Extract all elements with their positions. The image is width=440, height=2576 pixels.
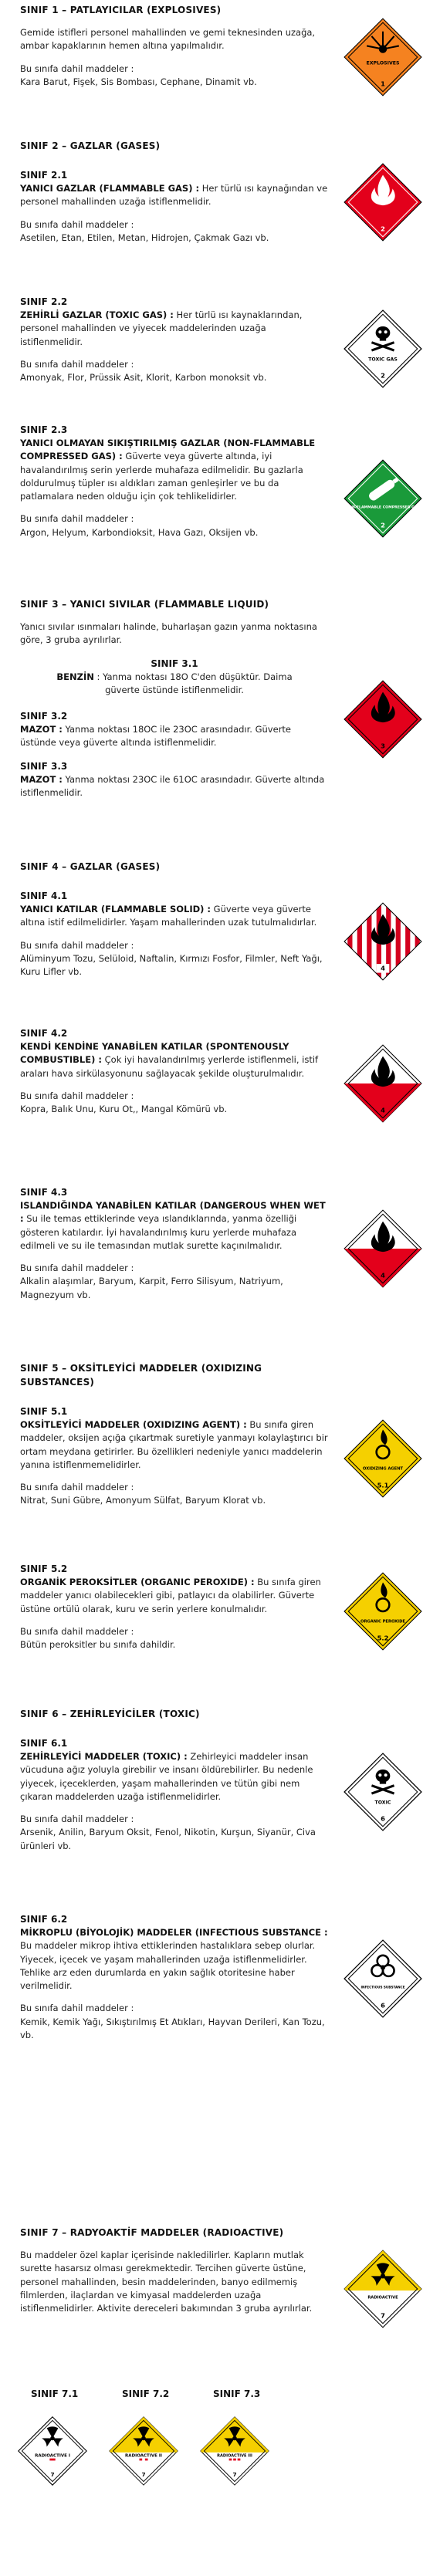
class2-3-includes: Argon, Helyum, Karbondioksit, Hava Gazı, Oksijen vb. — [20, 526, 259, 538]
flammable-liquid-diamond — [343, 679, 423, 759]
toxic-gas-number: 2 — [381, 371, 385, 380]
class1-section — [20, 3, 329, 89]
class3-1-title: SINIF 3.1 — [151, 658, 198, 669]
class3-2-name: MAZOT : — [20, 724, 63, 735]
class6-1-title: SINIF 6.1 — [20, 1738, 68, 1749]
class2-2-section — [20, 295, 329, 384]
class2-2-title: SINIF 2.2 — [20, 296, 68, 307]
class4-2-desc: Çok iyi havalandırılmış yerlerde istiflenmeli, istif araları hava sirkülasyonunu sağlayacak şekilde oluşturulmalıdır. — [20, 1054, 319, 1079]
radioactive-number: 7 — [381, 2311, 385, 2320]
radioactive-3-number: 7 — [232, 2471, 237, 2479]
class5-2-includes-label: Bu sınıfa dahil maddeler : — [20, 1625, 134, 1637]
spontaneous-combustible-diamond — [343, 1043, 423, 1124]
class3-1-name: BENZİN — [56, 671, 94, 682]
class3-2-desc: Yanma noktası 18OC ile 23OC arasındadır. Güverte üstünde veya güverte altında istiflenmelidir. — [20, 724, 292, 749]
oxidizing-agent-label: OXIDIZING AGENT — [362, 1466, 404, 1472]
class6-1-section — [20, 1736, 329, 1853]
class2-2-name: ZEHİRLİ GAZLAR (TOXIC GAS) : — [20, 309, 174, 320]
class5-2-section — [20, 1562, 329, 1651]
class6-2-includes: Kemik, Kemik Yağı, Sıkıştırılmış Et Atıkları, Hayvan Derileri, Kan Tozu, vb. — [20, 2016, 325, 2040]
class4-1-includes-label: Bu sınıfa dahil maddeler : — [20, 939, 134, 951]
class6-2-desc: Bu maddeler mikrop ihtiva ettiklerinden hastalıklara sebep olurlar. Yiyecek, içecek ve yaşam mahallerinden uzağa istiflenmelidirler. Tehlike arz eden durumlarda en yakın sağlık otoritesine haber verilmelidir. — [20, 1940, 316, 1991]
class2-1-name: YANICI GAZLAR (FLAMMABLE GAS) : — [20, 183, 200, 194]
toxic-diamond — [343, 1752, 423, 1832]
class6-1-desc: Zehirleyici maddeler insan vücuduna ağız yoluyla girebilir ve insanı öldürebilirler. Bu nedenle yiyecek, içeceklerden, yaşam mahallerinden ve tütün gibi nem çıkaran maddelerden uzağa istiflenmelidirler. — [20, 1751, 313, 1802]
class4-3-includes: Alkalin alaşımlar, Baryum, Karpit, Ferro Silisyum, Natriyum, Magnezyum vb. — [20, 1276, 283, 1300]
class2-heading: SINIF 2 – GAZLAR (GASES) — [20, 140, 161, 151]
class6-2-title: SINIF 6.2 — [20, 1914, 68, 1925]
oxidizing-agent-number: 5.1 — [377, 1481, 389, 1489]
toxic-gas-label: TOXIC GAS — [368, 357, 398, 363]
class4-2-section — [20, 1026, 329, 1116]
class2-2-includes: Amonyak, Flor, Prüssik Asit, Klorit, Karbon monoksit vb. — [20, 372, 267, 383]
radioactive-1-number: 7 — [50, 2471, 55, 2479]
class2-3-desc: Güverte veya güverte altında, iyi havalandırılmış serin yerlerde muhafaza edilmelidir. Bu gazlarla doldurulmuş tüpler ısı aldıkları zaman genleşirler ve bu da patlamalara neden olduğu için çok tehlikelidirler. — [20, 451, 303, 502]
class4-2-includes: Kopra, Balık Unu, Kuru Ot,, Mangal Kömürü vb. — [20, 1104, 228, 1114]
class5-1-name: OKSİTLEYİCİ MADDELER (OXIDIZING AGENT) : — [20, 1419, 247, 1430]
class6-heading: SINIF 6 – ZEHİRLEYİCİLER (TOXIC) — [20, 1709, 200, 1719]
radioactive-3-label: RADIOACTIVE III — [217, 2453, 252, 2459]
class2-1-desc: Her türlü ısı kaynağından ve personel mahallinden uzağa istiflenmelidir. — [20, 183, 328, 208]
class3-3-name: MAZOT : — [20, 773, 63, 785]
class4-3-includes-label: Bu sınıfa dahil maddeler : — [20, 1263, 134, 1273]
flammable-gas-diamond — [343, 162, 423, 242]
class6-1-includes: Arsenik, Anilin, Baryum Oksit, Fenol, Nikotin, Kurşun, Siyanür, Civa ürünleri vb. — [20, 1827, 316, 1851]
radioactive-diamond — [343, 2249, 423, 2329]
class5-1-includes-label: Bu sınıfa dahil maddeler : — [20, 1482, 134, 1493]
class5-1-includes: Nitrat, Suni Gübre, Amonyum Sülfat, Baryum Klorat vb. — [20, 1495, 266, 1506]
class3-section — [20, 597, 329, 809]
class5-1-section — [20, 1405, 329, 1508]
radioactive-1-label: RADIOACTIVE I — [35, 2453, 70, 2459]
radioactive-label: RADIOACTIVE — [367, 2295, 398, 2300]
class1-includes: Kara Barut, Fişek, Sis Bombası, Cephane, Dinamit vb. — [20, 76, 257, 87]
class5-2-desc: Bu sınıfa giren maddeler yanıcı olabilecekleri gibi, patlayıcı da olabilirler. Güverte üstüne ortülü olarak, kuru ve serin yerlere konulmalıdır. — [20, 1577, 321, 1614]
class3-3-title: SINIF 3.3 — [20, 760, 68, 772]
class2-1-section — [20, 168, 329, 245]
class5-2-title: SINIF 5.2 — [20, 1564, 68, 1574]
class6-heading-block — [20, 1707, 329, 1721]
class2-3-title: SINIF 2.3 — [20, 424, 68, 435]
flammable-solid-number: 4 — [381, 964, 385, 972]
infectious-number: 6 — [381, 2001, 385, 2010]
compressed-gas-label: NON-FLAMMABLE COMPRESSED GAS — [346, 505, 420, 510]
explosives-diamond — [343, 17, 423, 97]
class3-intro: Yanıcı sıvılar ısınmaları halinde, buharlaşan gazın yanma noktasına göre, 3 gruba ayrılırlar. — [20, 621, 317, 646]
class6-2-name: MİKROPLU (BİYOLOJİK) MADDELER (INFECTIOUS SUBSTANCE : — [20, 1927, 328, 1938]
class3-heading: SINIF 3 – YANICI SIVILAR (FLAMMABLE LIQUID) — [20, 599, 269, 610]
class4-2-includes-label: Bu sınıfa dahil maddeler : — [20, 1090, 134, 1101]
class6-1-name: ZEHİRLEYİCİ MADDELER (TOXIC) : — [20, 1751, 188, 1762]
radioactive-2-number: 7 — [141, 2471, 146, 2479]
radioactive-2-label: RADIOACTIVE II — [125, 2453, 162, 2459]
class1-includes-label: Bu sınıfa dahil maddeler : — [20, 63, 134, 74]
class2-3-includes-label: Bu sınıfa dahil maddeler : — [20, 513, 134, 525]
class4-1-section — [20, 889, 329, 979]
toxic-label: TOXIC — [374, 1800, 391, 1806]
class2-2-desc: Her türlü ısı kaynaklarından, personel mahallinden ve yiyecek maddelerinden uzağa istiflenmelidir. — [20, 309, 303, 347]
flammable-liquid-number: 3 — [381, 742, 385, 750]
organic-peroxide-diamond — [343, 1571, 423, 1651]
class4-2-name: KENDİ KENDİNE YANABİLEN KATILAR (SPONTENOUSLY COMBUSTIBLE) : — [20, 1041, 289, 1066]
organic-peroxide-number: 5.2 — [377, 1634, 389, 1642]
class2-1-includes-label: Bu sınıfa dahil maddeler : — [20, 218, 134, 230]
radioactive-3-diamond — [199, 2415, 270, 2486]
class1-heading: SINIF 1 – PATLAYICILAR (EXPLOSIVES) — [20, 5, 222, 15]
toxic-number: 6 — [381, 1814, 385, 1823]
class4-heading: SINIF 4 – GAZLAR (GASES) — [20, 861, 161, 872]
class7-heading: SINIF 7 – RADYOAKTİF MADDELER (RADIOACTIVE) — [20, 2227, 284, 2238]
class4-1-includes: Alüminyum Tozu, Selüloid, Naftalin, Kırmızı Fosfor, Filmler, Neft Yağı, Kuru Lifler vb. — [20, 952, 323, 977]
class5-1-title: SINIF 5.1 — [20, 1406, 68, 1417]
flammable-gas-number: 2 — [381, 225, 385, 233]
compressed-gas-number: 2 — [381, 521, 385, 529]
class4-1-title: SINIF 4.1 — [20, 891, 68, 901]
class4-3-name: ISLANDIĞINDA YANABİLEN KATILAR (DANGEROUS WHEN WET : — [20, 1200, 326, 1225]
dangerous-when-wet-number: 4 — [381, 1271, 385, 1280]
organic-peroxide-label: ORGANIC PEROXIDE — [360, 1619, 405, 1624]
explosives-number: 1 — [381, 79, 385, 88]
infectious-diamond — [343, 1939, 423, 2019]
class4-1-desc: Güverte veya güverte altına istif edilmelidirler. Yaşam mahallerinden uzak tutulmalıdırlar. — [20, 904, 317, 928]
infectious-label: INFECTIOUS SUBSTANCE — [360, 1985, 405, 1989]
class7-description: Bu maddeler özel kaplar içerisinde nakledilirler. Kapların mutlak surette hasarsız olması gerekmektedir. Tercihen güverte üstüne, personel mahallinden, besin maddelerinden, banyo edilmemiş filmlerden, ilaçlardan ve kimyasal maddelerden uzağa istiflenmelidirler. Aktivite dereceleri bakımından 3 gruba ayrılırlar. — [20, 2250, 313, 2314]
radioactive-2-diamond — [108, 2415, 179, 2486]
class7-1-title: SINIF 7.1 — [31, 2388, 79, 2399]
radioactive-1-diamond — [17, 2415, 88, 2486]
class3-1-desc: : Yanma noktası 18O C'den düşüktür. Daima güverte üstünde istiflenmelidir. — [93, 671, 293, 695]
class3-3-desc: Yanma noktası 23OC ile 61OC arasındadır. Güverte altında istiflenmelidir. — [20, 773, 325, 798]
class6-1-includes-label: Bu sınıfa dahil maddeler : — [20, 1814, 134, 1824]
class7-2-title: SINIF 7.2 — [122, 2388, 170, 2399]
class1-description: Gemide istifleri personel mahallinden ve gemi teknesinden uzağa, ambar kapaklarının hemen altına yapılmalıdır. — [20, 27, 316, 52]
class4-1-name: YANICI KATILAR (FLAMMABLE SOLID) : — [20, 904, 212, 914]
class2-1-title: SINIF 2.1 — [20, 170, 68, 181]
compressed-gas-diamond — [343, 458, 423, 539]
class4-3-desc: Su ile temas ettiklerinde veya ıslandıklarında, yanma özelliği gösteren katılardır. İyi havalandırılmış kuru yerlerde muhafaza edilmeli ve su ile temasından mutlak surette kaçınılmalıdır. — [20, 1213, 297, 1251]
class2-3-name: YANICI OLMAYAN SIKIŞTIRILMIŞ GAZLAR (NON-FLAMMABLE COMPRESSED GAS) : — [20, 438, 316, 462]
class2-2-includes-label: Bu sınıfa dahil maddeler : — [20, 358, 134, 370]
class2-1-includes: Asetilen, Etan, Etilen, Metan, Hidrojen, Çakmak Gazı vb. — [20, 232, 269, 243]
class4-2-title: SINIF 4.2 — [20, 1028, 68, 1039]
class6-2-includes-label: Bu sınıfa dahil maddeler : — [20, 2003, 134, 2014]
class4-heading-block — [20, 860, 329, 874]
spontaneous-combustible-number: 4 — [381, 1106, 385, 1114]
class4-3-section — [20, 1185, 329, 1302]
class4-3-title: SINIF 4.3 — [20, 1187, 68, 1198]
class6-2-section — [20, 1912, 329, 2042]
class5-2-includes: Bütün peroksitler bu sınıfa dahildir. — [20, 1639, 176, 1650]
class5-heading-block — [20, 1361, 329, 1389]
dangerous-when-wet-diamond — [343, 1209, 423, 1289]
class2-heading-block — [20, 139, 329, 153]
class5-1-desc: Bu sınıfa giren maddeler, oksijen açığa çıkartmak suretiyle yanmayı kolaylaştırıcı bir ortam meydana getirirler. Bu özellikleri nedeniyle yanıcı maddelerin yanına istiflenmemelidirler. — [20, 1419, 328, 1470]
class7-3-title: SINIF 7.3 — [213, 2388, 261, 2399]
class3-2-title: SINIF 3.2 — [20, 711, 68, 722]
toxic-gas-diamond — [343, 309, 423, 389]
oxidizing-agent-diamond — [343, 1418, 423, 1499]
class5-heading: SINIF 5 – OKSİTLEYİCİ MADDELER (OXIDIZING SUBSTANCES) — [20, 1363, 262, 1388]
class7-section — [20, 2226, 329, 2324]
flammable-solid-diamond — [343, 901, 423, 982]
explosives-label: EXPLOSIVES — [366, 60, 400, 66]
class5-2-name: ORGANİK PEROKSİTLER (ORGANIC PEROXIDE) : — [20, 1577, 255, 1587]
class2-3-section — [20, 423, 329, 539]
